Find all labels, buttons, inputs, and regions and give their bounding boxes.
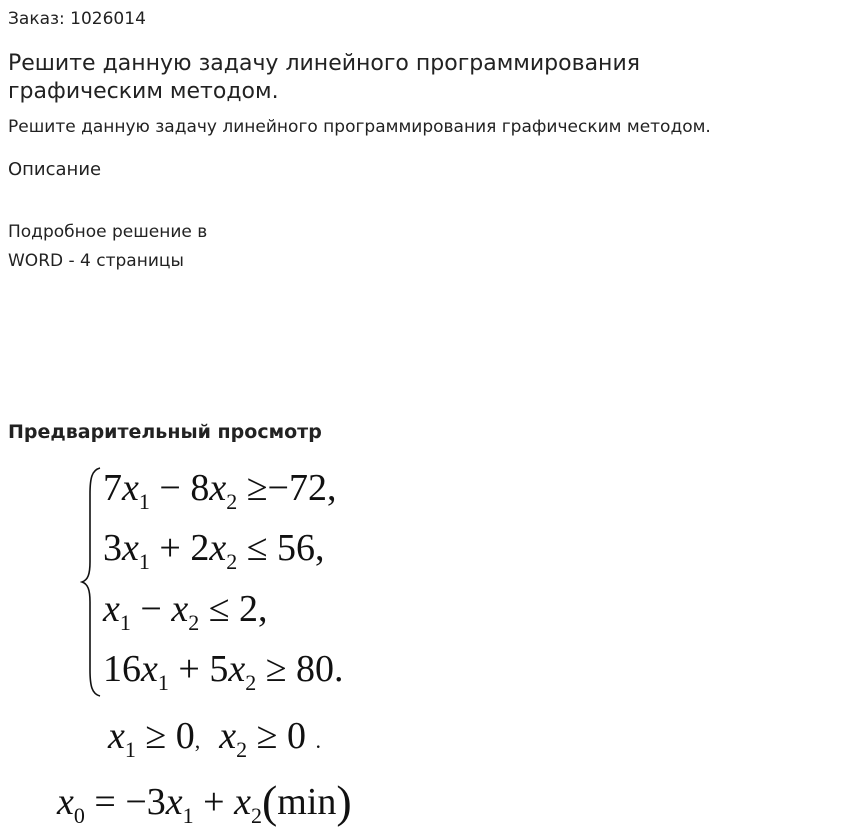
description-line: Подробное решение в (8, 222, 208, 242)
system-brace (80, 466, 104, 698)
constraint-1: $7x_1 - 8x_2 \ge-72$, (103, 467, 337, 514)
nonnegativity-conditions: $x_1 \ge 0$, $x_2 \ge 0$ . (108, 715, 321, 762)
constraint-3: $x_1 - x_2 \le 2$, (103, 588, 268, 635)
order-number: Заказ: 1026014 (8, 9, 146, 29)
description-heading: Описание (8, 159, 102, 180)
task-statement: Решите данную задачу линейного программирования графическим методом. (8, 117, 711, 137)
constraint-2: $3x_1 + 2x_2 \le 56$, (103, 527, 325, 574)
preview-heading: Предварительный просмотр (8, 421, 322, 443)
constraint-4: $16x_1 + 5x_2 \ge 80$. (103, 648, 344, 695)
objective-function: $x_0 = -3x_1 + x_2(\min)$ (57, 776, 352, 828)
description-line: WORD - 4 страницы (8, 251, 184, 271)
page-title: Решите данную задачу линейного программирования графическим методом. (8, 51, 640, 104)
